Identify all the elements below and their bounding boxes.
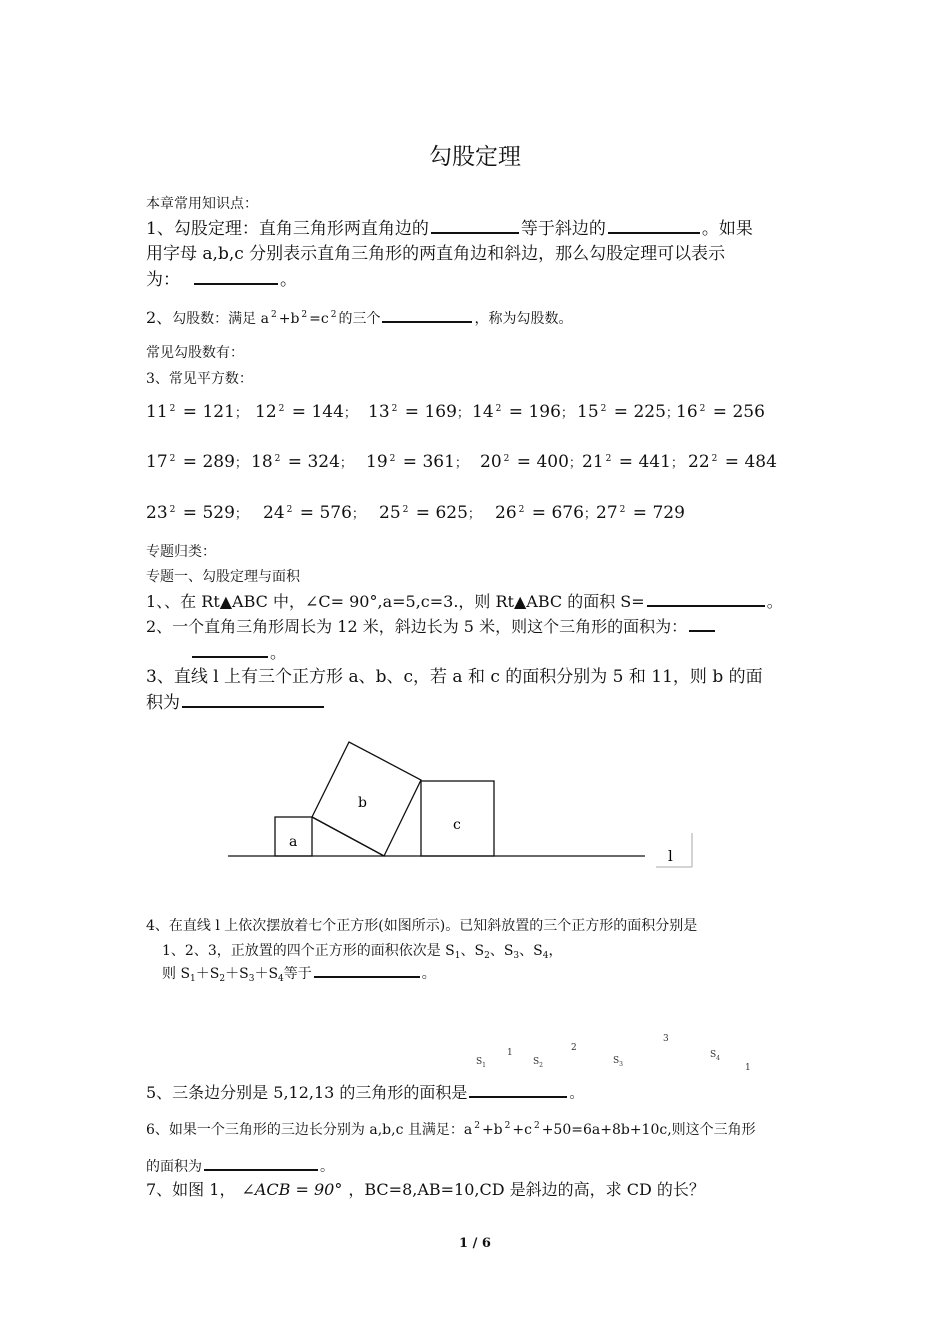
answer-blank[interactable] (192, 642, 268, 658)
question-5: 5、三条边分别是 5,12,13 的三角形的面积是 。 (146, 1083, 584, 1102)
question-4-line1: 4、在直线 l 上依次摆放着七个正方形(如图所示)。已知斜放置的三个正方形的面积分别是 (146, 918, 698, 934)
topic-header: 专题归类： (146, 544, 216, 560)
question-7: 7、如图 1， ∠ACB = 90° ，BC=8,AB=10,CD 是斜边的高，求 CD 的长？ (146, 1180, 705, 1199)
square-entry: 15 $^2$ = 225； (577, 402, 679, 422)
answer-blank[interactable] (194, 269, 278, 285)
item3-label: 3、常见平方数： (146, 371, 253, 387)
item1-line3: 为： 。 (146, 270, 297, 290)
answer-blank[interactable] (608, 218, 700, 234)
answer-blank[interactable] (431, 218, 519, 234)
page-number: 1 / 6 (459, 1236, 491, 1251)
square-entry: 19 $^2$ = 361； (366, 452, 468, 472)
fig4-label-1: 1 (507, 1048, 513, 1058)
square-entry: 23 $^2$ = 529； (146, 503, 248, 523)
square-entry: 16 $^2$ = 256 (676, 402, 765, 422)
item1-line2: 用字母 a,b,c 分别表示直角三角形的两直角边和斜边，那么勾股定理可以表示 (146, 244, 726, 264)
question-3-line2: 积为 (146, 688, 326, 713)
label-b: b (358, 795, 367, 811)
item2: 2、勾股数：满足 a $^2$ +b $^2$ =c $^2$ 的三个 ，称为勾股数。 (146, 308, 573, 327)
square-entry: 11 $^2$ = 121； (146, 402, 248, 422)
square-entry: 17 $^2$ = 289； (146, 452, 248, 472)
square-entry: 18 $^2$ = 324； (251, 452, 353, 472)
answer-blank[interactable] (647, 591, 765, 607)
square-entry: 24 $^2$ = 576； (263, 503, 365, 523)
question-1: 1、、在 Rt▲ABC 中，∠C= 90°,a=5,c=3.，则 Rt▲ABC 的面积 S= 。 (146, 592, 783, 611)
section-heading: 本章常用知识点： (146, 196, 258, 212)
question-6-line1: 6、如果一个三角形的三边长分别为 a,b,c 且满足：a $^2$ +b $^2$ +c $^2$ +50=6a+8b+10c,则这个三角形 (146, 1121, 756, 1138)
square-entry: 21 $^2$ = 441； (582, 452, 684, 472)
square-entry: 25 $^2$ = 625； (379, 503, 481, 523)
topic1-header: 专题一、勾股定理与面积 (146, 569, 300, 585)
answer-blank[interactable] (314, 962, 420, 978)
fig4-label-s2: $S_2$ (533, 1057, 543, 1069)
common-triples-label: 常见勾股数有： (146, 345, 244, 361)
square-entry: 27 $^2$ = 729 (596, 503, 685, 523)
fig4-label-1b: 1 (745, 1063, 751, 1073)
answer-blank[interactable] (689, 616, 715, 632)
square-entry: 26 $^2$ = 676； (495, 503, 597, 523)
question-2: 2、一个直角三角形周长为 12 米，斜边长为 5 米，则这个三角形的面积为： (146, 614, 717, 637)
fig4-label-s3: $S_3$ (613, 1056, 623, 1068)
answer-blank[interactable] (204, 1155, 318, 1171)
question-4-line3: 则 $S_1+S_2+S_3+S_4$等于 。 (162, 962, 436, 984)
page-title: 勾股定理 (429, 144, 521, 170)
square-entry: 20 $^2$ = 400； (480, 452, 582, 472)
answer-blank[interactable] (182, 692, 324, 708)
answer-blank[interactable] (469, 1082, 567, 1098)
square-entry: 13 $^2$ = 169； (368, 402, 470, 422)
answer-blank[interactable] (382, 307, 472, 323)
label-c: c (453, 817, 461, 833)
square-entry: 14 $^2$ = 196； (472, 402, 574, 422)
question-3-line1: 3、直线 l 上有三个正方形 a、b、c，若 a 和 c 的面积分别为 5 和 11，则 b 的面 (146, 667, 763, 687)
label-l: l (668, 847, 673, 865)
question-6-line2: 的面积为 。 (146, 1155, 334, 1176)
question-4-line2: 1、2、3，正放置的四个正方形的面积依次是 $S_1$、$S_2$、$S_3$、$S_4$， (162, 943, 563, 961)
label-a: a (289, 834, 298, 850)
square-entry: 12 $^2$ = 144； (255, 402, 357, 422)
fig4-label-3: 3 (663, 1034, 669, 1044)
fig4-label-2: 2 (571, 1043, 577, 1053)
fig4-label-s1: $S_1$ (476, 1057, 486, 1069)
fig4-label-s4: $S_4$ (710, 1050, 720, 1062)
item1-line1: 1、勾股定理：直角三角形两直角边的 等于斜边的 。如果 (146, 219, 753, 239)
question-2-cont: 。 (190, 640, 286, 663)
squares-on-line-figure (0, 730, 950, 880)
square-entry: 22 $^2$ = 484 (688, 452, 777, 472)
